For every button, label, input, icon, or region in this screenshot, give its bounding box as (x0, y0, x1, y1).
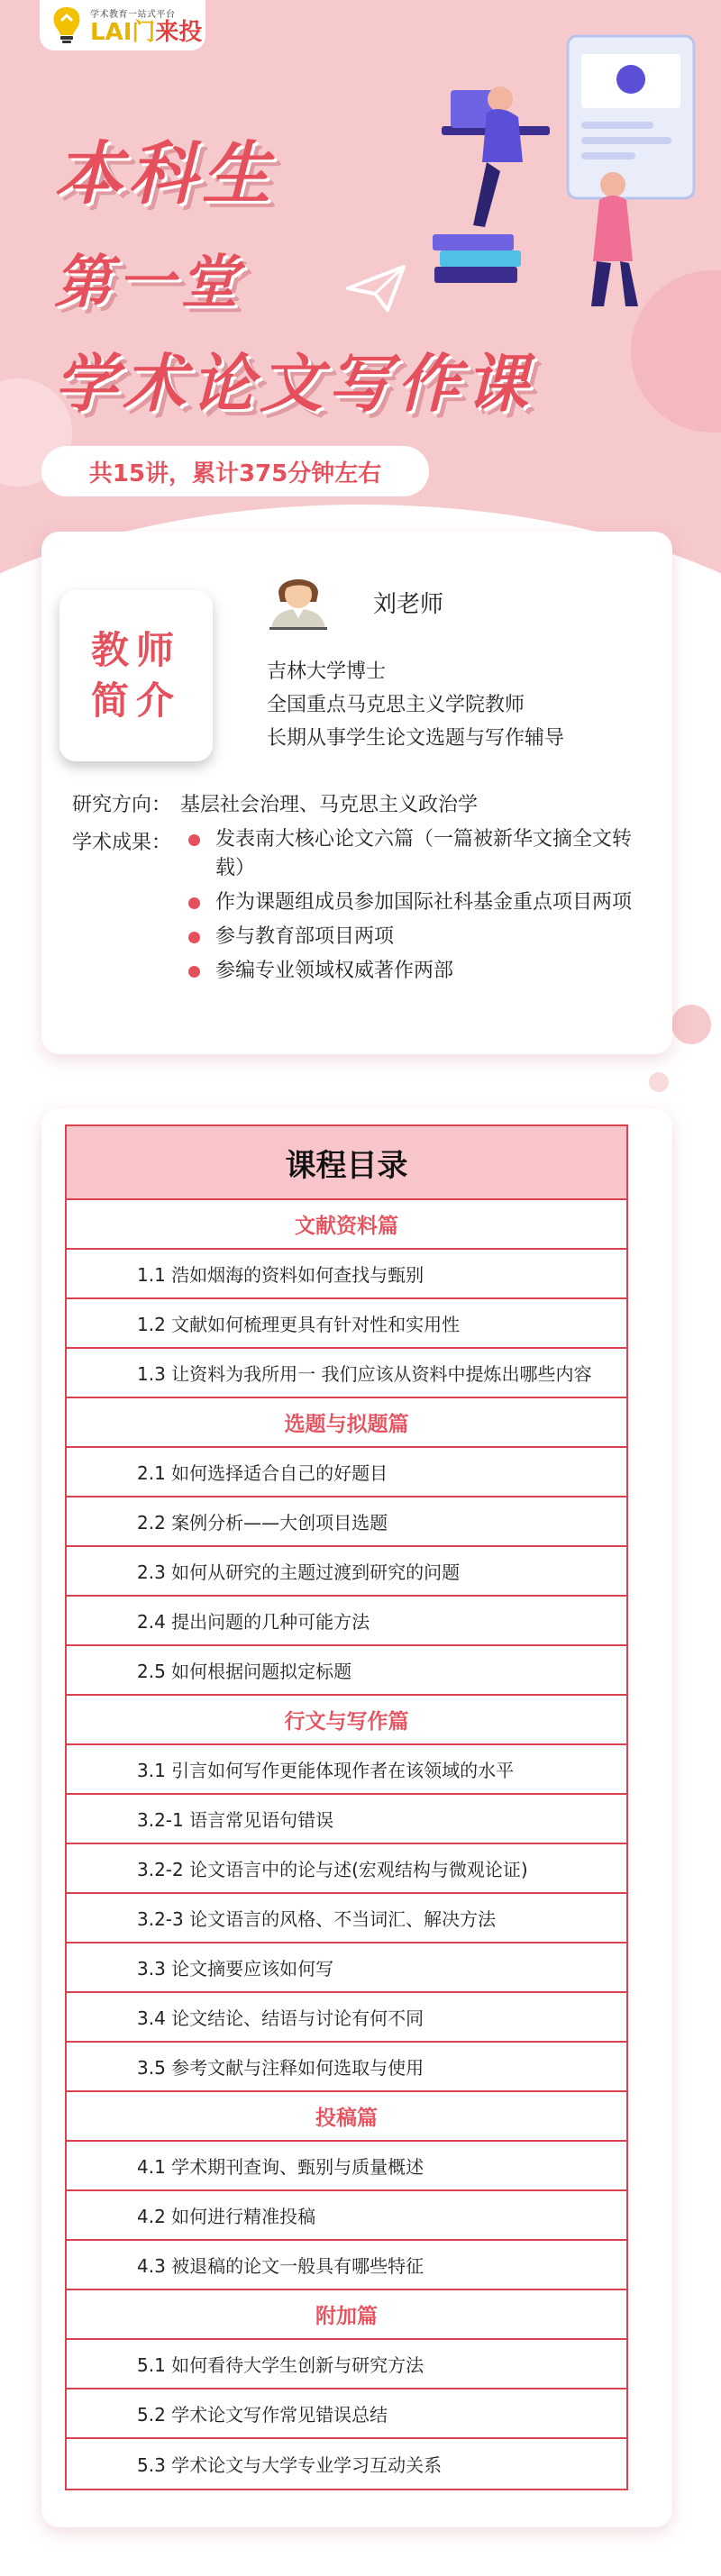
lesson-item[interactable]: 1.2 文献如何梳理更具有针对性和实用性 (67, 1299, 626, 1349)
hero-title-line3: 学术论文写作课 (54, 347, 534, 421)
catalog-title: 课程目录 (67, 1126, 626, 1200)
achievements-list (185, 825, 635, 991)
lightbulb-logo-icon (49, 5, 85, 46)
lesson-item[interactable]: 1.1 浩如烟海的资料如何查找与甄别 (67, 1250, 626, 1299)
achievement-item: 参与教育部项目两项 (185, 923, 635, 951)
catalog-section: 选题与拟题篇 (67, 1398, 626, 1448)
lesson-item[interactable]: 4.3 被退稿的论文一般具有哪些特征 (67, 2241, 626, 2290)
lesson-item[interactable]: 2.3 如何从研究的主题过渡到研究的问题 (67, 1547, 626, 1597)
catalog-section: 投稿篇 (67, 2092, 626, 2142)
teacher-credential: 长期从事学生论文选题与写作辅导 (267, 727, 565, 750)
catalog-section: 附加篇 (67, 2290, 626, 2340)
logo-brand (90, 20, 202, 45)
lesson-item[interactable]: 3.4 论文结论、结语与讨论有何不同 (67, 1993, 626, 2043)
logo-tagline: 学术教育一站式平台 (90, 9, 176, 20)
lesson-item[interactable]: 2.1 如何选择适合自己的好题目 (67, 1448, 626, 1497)
lesson-item[interactable]: 5.3 学术论文与大学专业学习互动关系 (137, 2454, 443, 2476)
achievement-item: 发表南大核心论文六篇（一篇被新华文摘全文转载） (185, 825, 635, 883)
decor-circle (671, 1005, 711, 1044)
teacher-avatar-icon (266, 566, 331, 631)
lesson-item[interactable]: 3.2-2 论文语言中的论与述(宏观结构与微观论证) (67, 1844, 626, 1894)
decor-circle (649, 1072, 669, 1092)
teacher-name: 刘老师 (373, 591, 444, 618)
lesson-item[interactable]: 3.2-1 语言常见语句错误 (67, 1795, 626, 1844)
teacher-intro-badge (59, 590, 213, 761)
teacher-credential: 全国重点马克思主义学院教师 (267, 694, 525, 716)
lesson-item[interactable]: 3.1 引言如何写作更能体现作者在该领域的水平 (67, 1745, 626, 1795)
hero-title-line2: 第一堂 (54, 250, 243, 316)
hero-title-line1: 本科生 (54, 133, 276, 214)
lesson-item[interactable]: 3.3 论文摘要应该如何写 (67, 1943, 626, 1993)
logo[interactable] (40, 0, 205, 50)
online-learning-illustration (433, 27, 703, 315)
lesson-item[interactable]: 5.2 学术论文写作常见错误总结 (67, 2389, 626, 2439)
lesson-item[interactable]: 2.4 提出问题的几种可能方法 (67, 1597, 626, 1646)
lesson-item[interactable]: 1.3 让资料为我所用一 我们应该从资料中提炼出哪些内容 (67, 1349, 626, 1398)
catalog-section: 行文与写作篇 (67, 1696, 626, 1745)
teacher-credential: 吉林大学博士 (267, 660, 387, 683)
badge-line2: 简介 (90, 678, 181, 723)
lesson-item[interactable]: 3.2-3 论文语言的风格、不当词汇、解决方法 (67, 1894, 626, 1943)
achievement-item: 作为课题组成员参加国际社科基金重点项目两项 (185, 888, 635, 917)
badge-line1: 教师 (90, 628, 181, 672)
lesson-item[interactable]: 4.2 如何进行精准投稿 (67, 2191, 626, 2241)
lesson-item[interactable]: 2.2 案例分析——大创项目选题 (67, 1497, 626, 1547)
logo-brand-latin: LAI门 (90, 18, 156, 46)
paper-plane-icon (344, 261, 407, 315)
logo-brand-cn: 来投 (155, 18, 203, 46)
catalog-section: 文献资料篇 (67, 1200, 626, 1250)
lesson-item[interactable]: 2.5 如何根据问题拟定标题 (67, 1646, 626, 1696)
achievement-item: 参编专业领域权威著作两部 (185, 957, 635, 986)
course-catalog-table (65, 1124, 628, 2490)
course-summary-pill: 共15讲，累计375分钟左右 (41, 446, 429, 496)
lesson-item[interactable]: 4.1 学术期刊查询、甄别与质量概述 (67, 2142, 626, 2191)
research-label: 研究方向： (72, 794, 172, 816)
research-value: 基层社会治理、马克思主义政治学 (180, 794, 479, 816)
achievements-label: 学术成果： (72, 832, 172, 854)
lesson-item[interactable]: 3.5 参考文献与注释如何选取与使用 (67, 2043, 626, 2092)
lesson-item[interactable]: 5.1 如何看待大学生创新与研究方法 (67, 2340, 626, 2389)
